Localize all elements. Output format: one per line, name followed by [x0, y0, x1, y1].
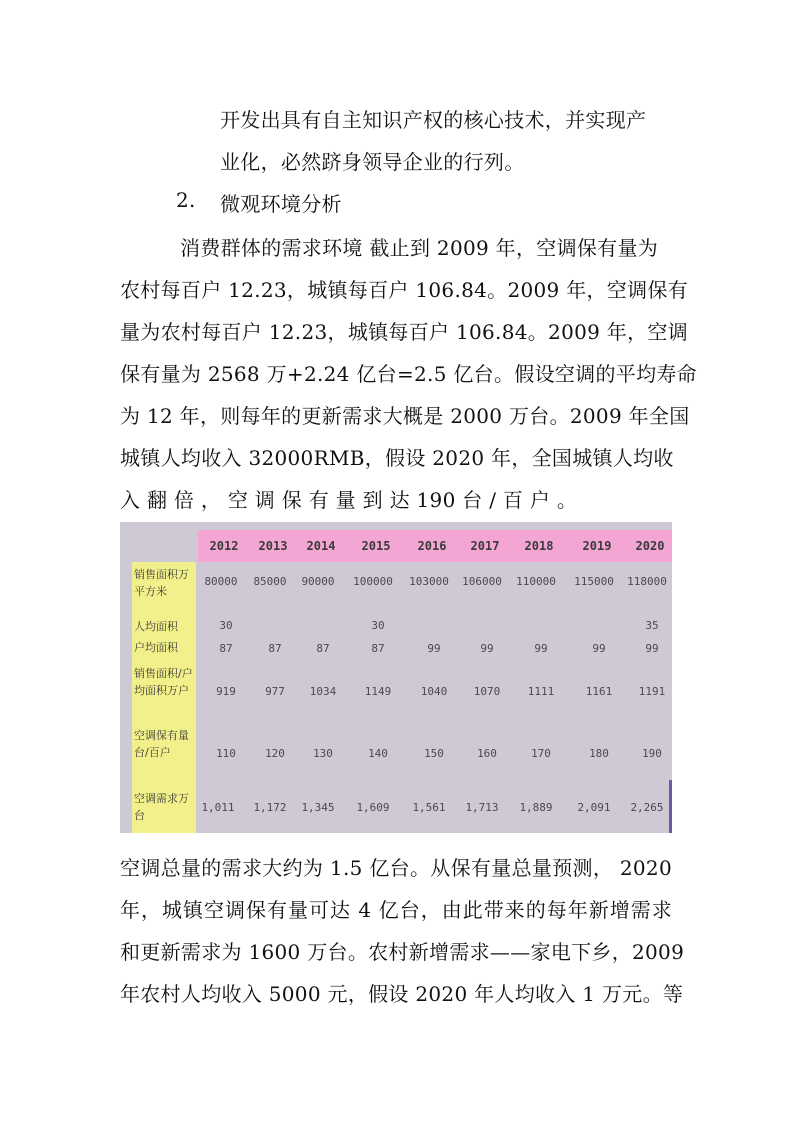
table-cell: 1070	[473, 685, 501, 698]
table-cell: 85000	[253, 575, 287, 588]
section-number: 2.	[176, 188, 196, 212]
para1-line-4: 保有量为 2568 万+2.24 亿台=2.5 亿台。假设空调的平均寿命	[120, 362, 697, 386]
row-label: 户均面积	[134, 641, 178, 654]
year-header: 2013	[258, 539, 288, 553]
table-cell: 110000	[516, 575, 556, 588]
table-cell: 190	[642, 747, 662, 760]
table-cell: 1,609	[356, 801, 390, 814]
row-label: 空调保有量台/百户	[134, 729, 189, 759]
table-cell: 1111	[527, 685, 555, 698]
table-cell: 1,713	[465, 801, 499, 814]
para1-line-2: 农村每百户 12.23，城镇每百户 106.84。2009 年，空调保有	[120, 278, 689, 302]
table-cell: 99	[480, 642, 494, 655]
table-cell: 99	[427, 642, 441, 655]
year-header: 2020	[635, 539, 665, 553]
year-header: 2016	[417, 539, 447, 553]
table-cell: 103000	[409, 575, 449, 588]
table-cell: 1,345	[301, 801, 335, 814]
table-cell: 1149	[364, 685, 392, 698]
table-cell: 180	[589, 747, 609, 760]
table-cell: 30	[219, 619, 233, 632]
table-cell: 118000	[627, 575, 667, 588]
table-cell: 2,265	[630, 801, 664, 814]
table-cell: 1,561	[412, 801, 446, 814]
table-cell: 87	[268, 642, 282, 655]
row-label: 人均面积	[134, 620, 178, 633]
para1-line-1: 消费群体的需求环境 截止到 2009 年，空调保有量为	[180, 236, 659, 260]
para1-line-3: 量为农村每百户 12.23，城镇每百户 106.84。2009 年，空调	[120, 320, 689, 344]
table-cell: 110	[216, 747, 236, 760]
para1-line-5: 为 12 年，则每年的更新需求大概是 2000 万台。2009 年全国	[120, 404, 690, 428]
para1-line-7: 入 翻 倍 ， 空 调 保 有 量 到 达 190 台 / 百 户 。	[120, 488, 578, 512]
table-cell: 1,011	[201, 801, 235, 814]
table-cell: 150	[424, 747, 444, 760]
para2-line-3: 和更新需求为 1600 万台。农村新增需求——家电下乡，2009	[120, 940, 685, 964]
table-cell: 977	[265, 685, 285, 698]
table-cell: 87	[371, 642, 385, 655]
table-cell: 99	[534, 642, 548, 655]
table-cell: 170	[531, 747, 551, 760]
table-cell: 1,889	[519, 801, 553, 814]
data-table-image	[120, 522, 672, 833]
year-header: 2017	[470, 539, 500, 553]
table-cell: 1040	[420, 685, 448, 698]
table-cell: 1034	[309, 685, 337, 698]
table-cell: 115000	[574, 575, 614, 588]
table-cell: 2,091	[577, 801, 611, 814]
table-cell: 99	[592, 642, 606, 655]
row-label: 空调需求万台	[134, 792, 189, 822]
para2-line-2: 年，城镇空调保有量可达 4 亿台，由此带来的每年新增需求	[120, 898, 672, 922]
year-header: 2018	[524, 539, 554, 553]
table-cell: 106000	[462, 575, 502, 588]
table-cell: 1191	[638, 685, 666, 698]
year-header: 2019	[582, 539, 612, 553]
para2-line-1: 空调总量的需求大约为 1.5 亿台。从保有量总量预测， 2020	[120, 856, 672, 880]
intro-line-2: 业化，必然跻身领导企业的行列。	[220, 150, 525, 174]
table-cell: 35	[645, 619, 659, 632]
table-cell: 87	[316, 642, 330, 655]
section-title: 微观环境分析	[220, 192, 342, 216]
year-header: 2014	[306, 539, 336, 553]
table-cell: 30	[371, 619, 385, 632]
table-cell: 140	[368, 747, 388, 760]
table-cell: 100000	[353, 575, 393, 588]
row-label: 销售面积万平方米	[134, 568, 189, 598]
para1-line-6: 城镇人均收入 32000RMB，假设 2020 年，全国城镇人均收	[120, 446, 674, 470]
table-cell: 1,172	[253, 801, 287, 814]
table-cell: 99	[645, 642, 659, 655]
table-cell: 87	[219, 642, 233, 655]
table-cell: 120	[265, 747, 285, 760]
table-cell: 160	[477, 747, 497, 760]
year-header: 2015	[361, 539, 391, 553]
year-header: 2012	[209, 539, 239, 553]
table-cell: 130	[313, 747, 333, 760]
table-cell: 919	[216, 685, 236, 698]
table-cell: 90000	[301, 575, 335, 588]
para2-line-4: 年农村人均收入 5000 元，假设 2020 年人均收入 1 万元。等	[120, 982, 684, 1006]
table-cell: 1161	[585, 685, 613, 698]
row-label: 销售面积/户均面积万户	[134, 667, 193, 697]
table-cell: 80000	[204, 575, 238, 588]
intro-line-1: 开发出具有自主知识产权的核心技术，并实现产	[220, 108, 647, 132]
